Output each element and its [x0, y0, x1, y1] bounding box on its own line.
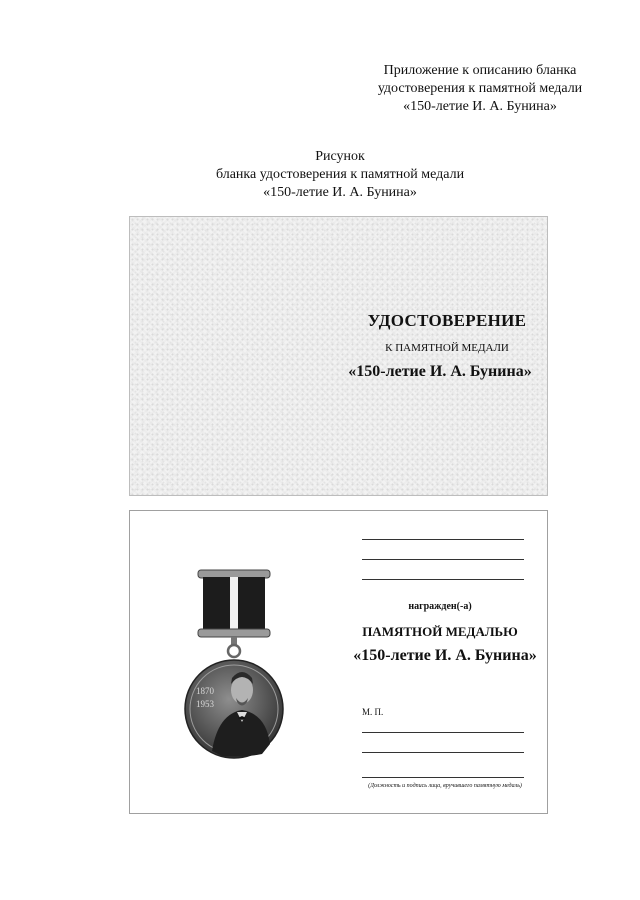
signature-line-2 — [362, 752, 524, 753]
stamp-label: М. П. — [362, 707, 384, 717]
cover-subtitle: К ПАМЯТНОЙ МЕДАЛИ — [385, 342, 509, 354]
medal-ring — [228, 637, 240, 657]
signature-line-1 — [362, 732, 524, 733]
cover-title: УДОСТОВЕРЕНИЕ — [367, 311, 527, 330]
appendix-line-1: Приложение к описанию бланка — [383, 63, 577, 78]
name-line-3 — [362, 579, 524, 580]
signature-caption: (Должность и подпись лица, вручившего памятную медаль) — [368, 783, 522, 789]
medal-word: ПАМЯТНОЙ МЕДАЛЬЮ — [362, 624, 518, 639]
name-line-1 — [362, 539, 524, 540]
medal-illustration — [178, 566, 290, 776]
signature-line-3 — [362, 777, 524, 778]
figure-caption-line-3: «150-летие И. А. Бунина» — [263, 185, 417, 200]
figure-caption-line-1: Рисунок — [315, 149, 365, 164]
appendix-line-3: «150-летие И. А. Бунина» — [403, 99, 557, 114]
figure-caption-line-2: бланка удостоверения к памятной медали — [215, 167, 465, 182]
inner-medal-name: «150-летие И. А. Бунина» — [353, 647, 537, 664]
figure-caption — [170, 148, 510, 202]
medal-ribbon — [198, 570, 270, 637]
cover-medal-name: «150-летие И. А. Бунина» — [348, 363, 532, 380]
awarded-label: награжден(-а) — [408, 601, 472, 612]
certificate-cover — [129, 216, 548, 496]
medal-year-birth: 1870 — [196, 686, 214, 696]
appendix-note — [352, 62, 608, 116]
name-line-2 — [362, 559, 524, 560]
certificate-inner-page — [129, 510, 548, 814]
medal-year-death: 1953 — [196, 699, 214, 709]
appendix-line-2: удостоверения к памятной медали — [377, 81, 583, 96]
